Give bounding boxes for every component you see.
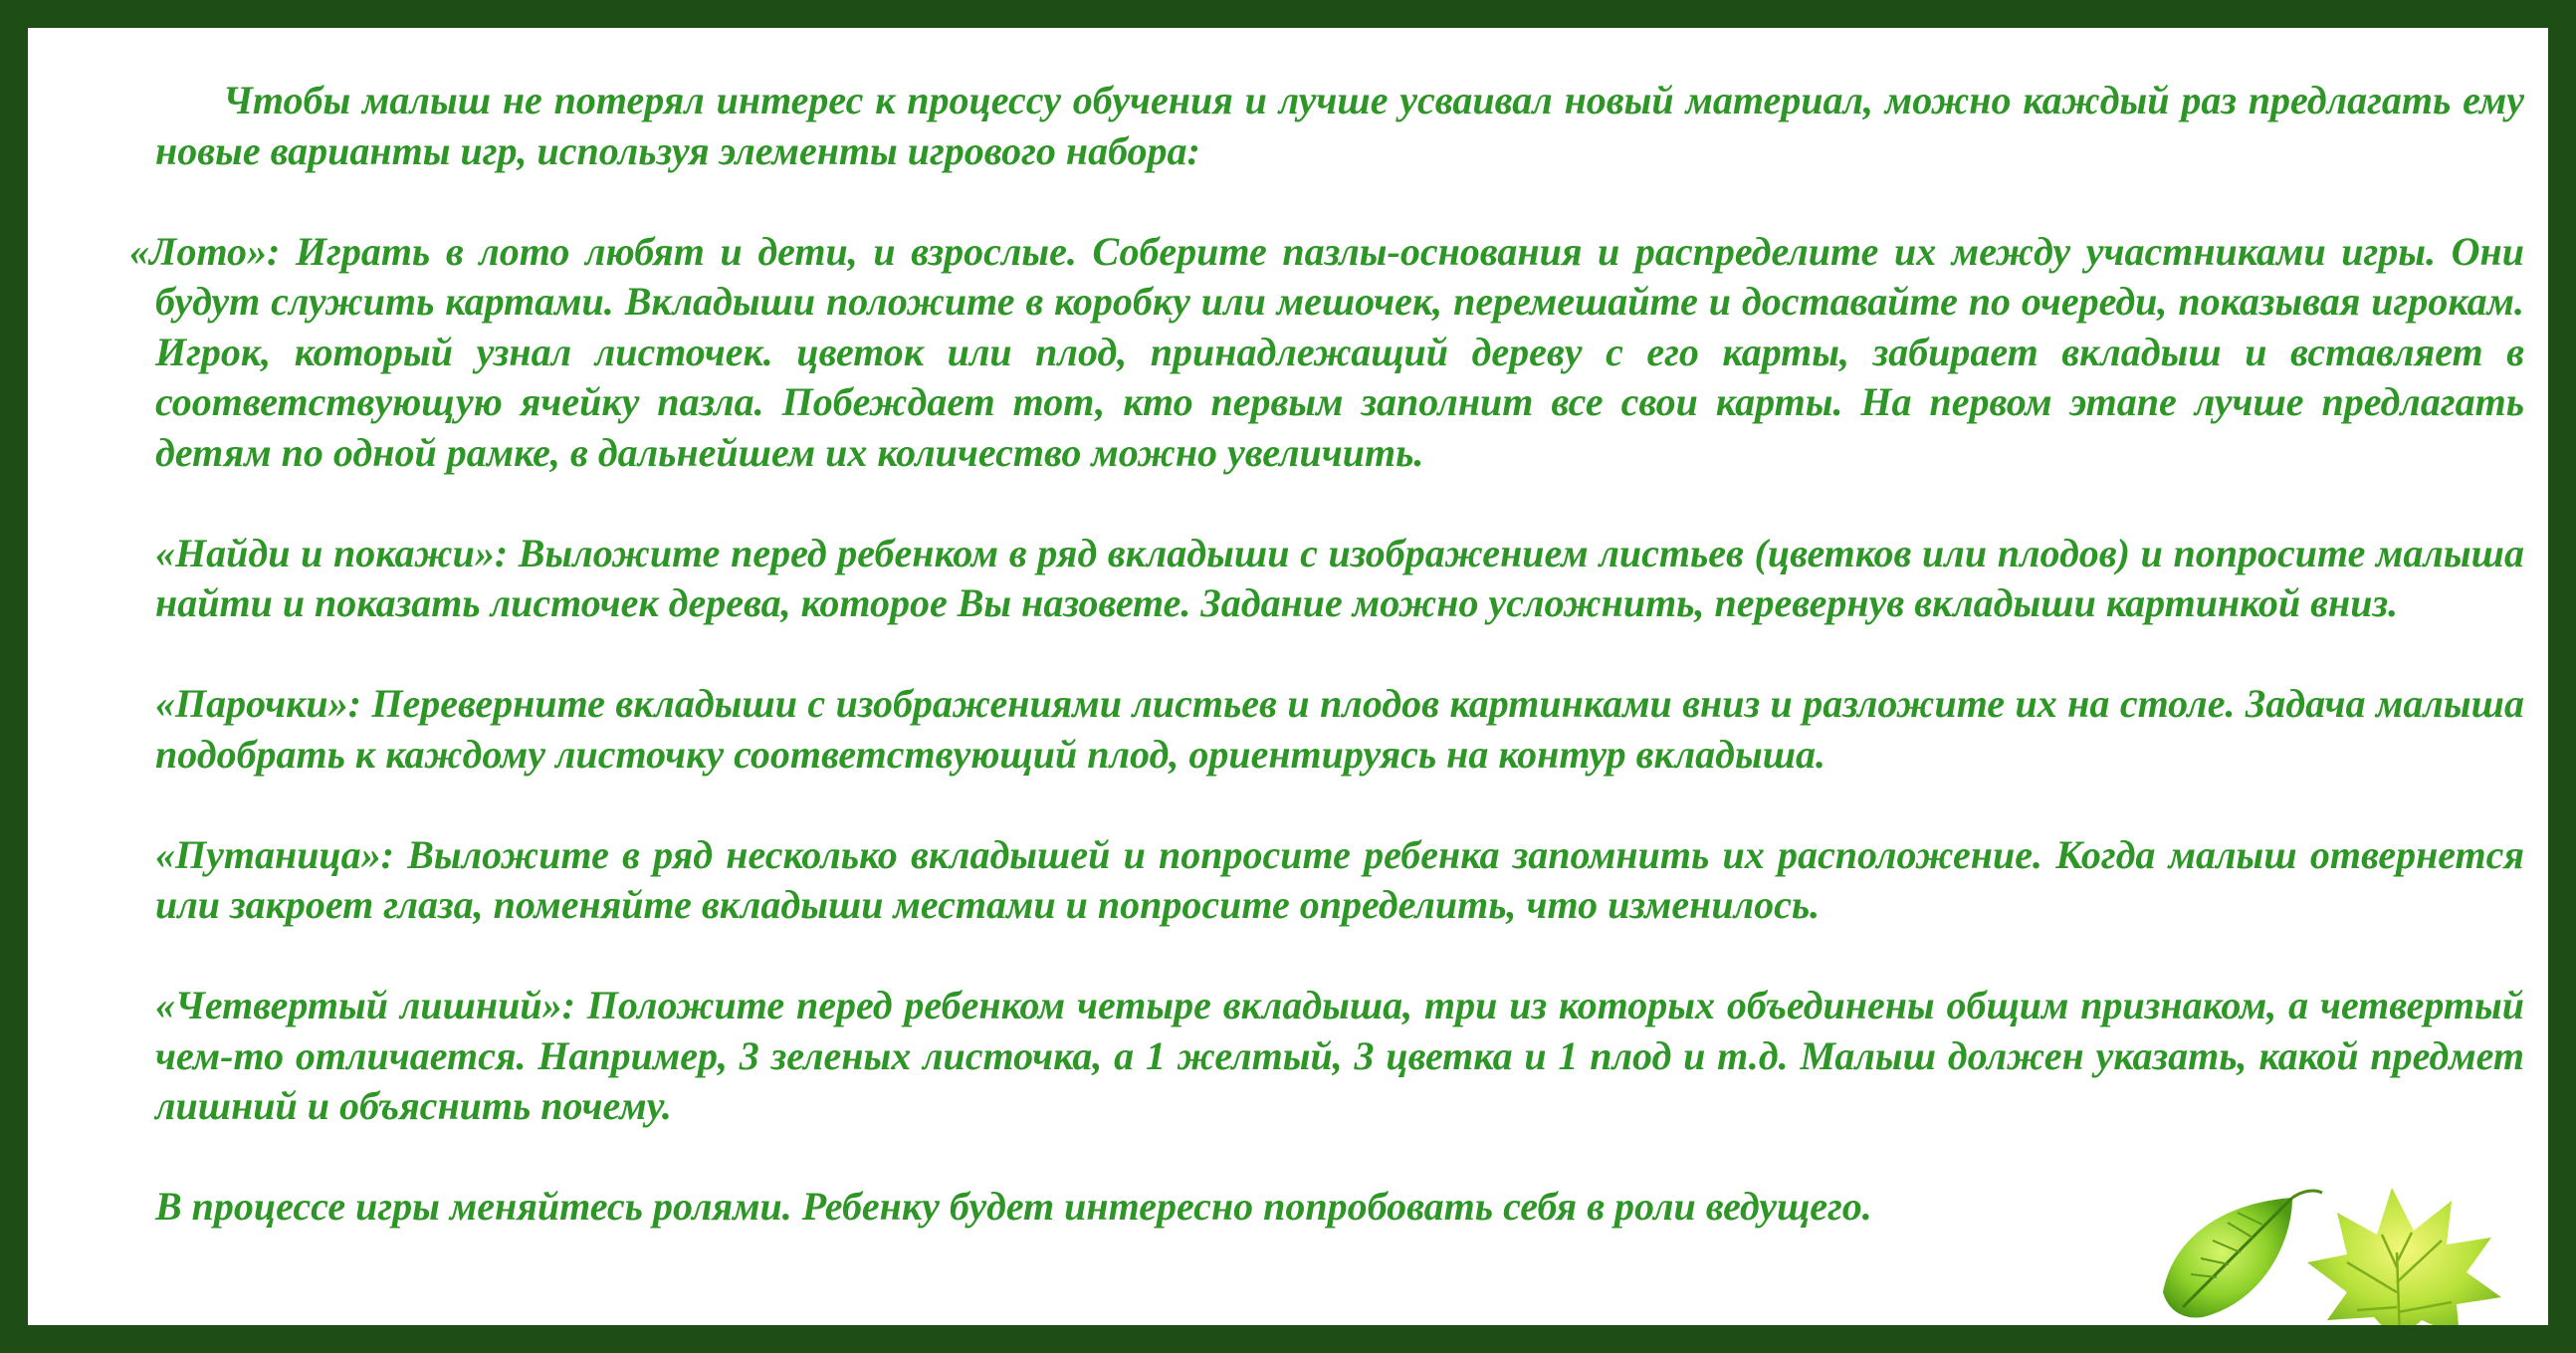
content-sheet — [28, 28, 2548, 1325]
paragraph-gap — [125, 629, 2524, 680]
roles-paragraph: В процессе игры меняйтесь ролями. Ребенку будет интересно попробовать себя в роли ведущего. — [155, 1184, 1872, 1229]
paragraph-gap — [125, 176, 2524, 227]
paragraph-gap — [125, 478, 2524, 529]
paragraph-gap — [125, 931, 2524, 982]
leaves-icon — [2143, 1143, 2548, 1325]
loto-paragraph: «Лото»: Играть в лото любят и дети, и взрослые. Соберите пазлы-основания и распределите их между участниками игры. Они будут служить картами. Вкладыши положите в коробку или мешочек, перемешайте и доставайте по очереди, показывая игрокам. Игрок, который узнал листочек. цветок или плод, принадлежащий дереву с его карты, забирает вкладыш и вставляет в соответствующую ячейку пазла. Побеждает тот, кто первым заполнит все свои карты. На первом этапе лучше предлагать детям по одной рамке, в дальнейшем их количество можно увеличить. — [129, 228, 2524, 475]
instructions-text — [125, 76, 2524, 1233]
intro-paragraph: Чтобы малыш не потерял интерес к процессу обучения и лучше усваивал новый материал, можно каждый раз предлагать ему новые варианты игр, используя элементы игрового набора: — [155, 78, 2524, 173]
find-show-paragraph: «Найди и покажи»: Выложите перед ребенком в ряд вкладыши с изображением листьев (цветков или плодов) и попросите малыша найти и показать листочек дерева, которое Вы назовете. Задание можно усложнить, перевернув вкладыши картинкой вниз. — [155, 530, 2524, 625]
pairs-paragraph: «Парочки»: Переверните вкладыши с изображениями листьев и плодов картинками вниз и разложите их на столе. Задача малыша подобрать к каждому листочку соответствующий плод, ориентируясь на контур вкладыша. — [155, 681, 2524, 777]
birch-leaf-icon — [2163, 1191, 2322, 1318]
paragraph-gap — [125, 780, 2524, 830]
maple-leaf-icon — [2307, 1188, 2501, 1325]
mixup-paragraph: «Путаница»: Выложите в ряд несколько вкладышей и попросите ребенка запомнить их расположение. Когда малыш отвернется или закроет глаза, поменяйте вкладыши местами и попросите определить, что изменилось. — [155, 831, 2524, 927]
odd-one-paragraph: «Четвертый лишний»: Положите перед ребенком четыре вкладыша, три из которых объединены общим признаком, а четвертый чем-то отличается. Например, 3 зеленых листочка, а 1 желтый, 3 цветка и 1 плод и т.д. Малыш должен указать, какой предмет лишний и объяснить почему. — [155, 983, 2524, 1128]
